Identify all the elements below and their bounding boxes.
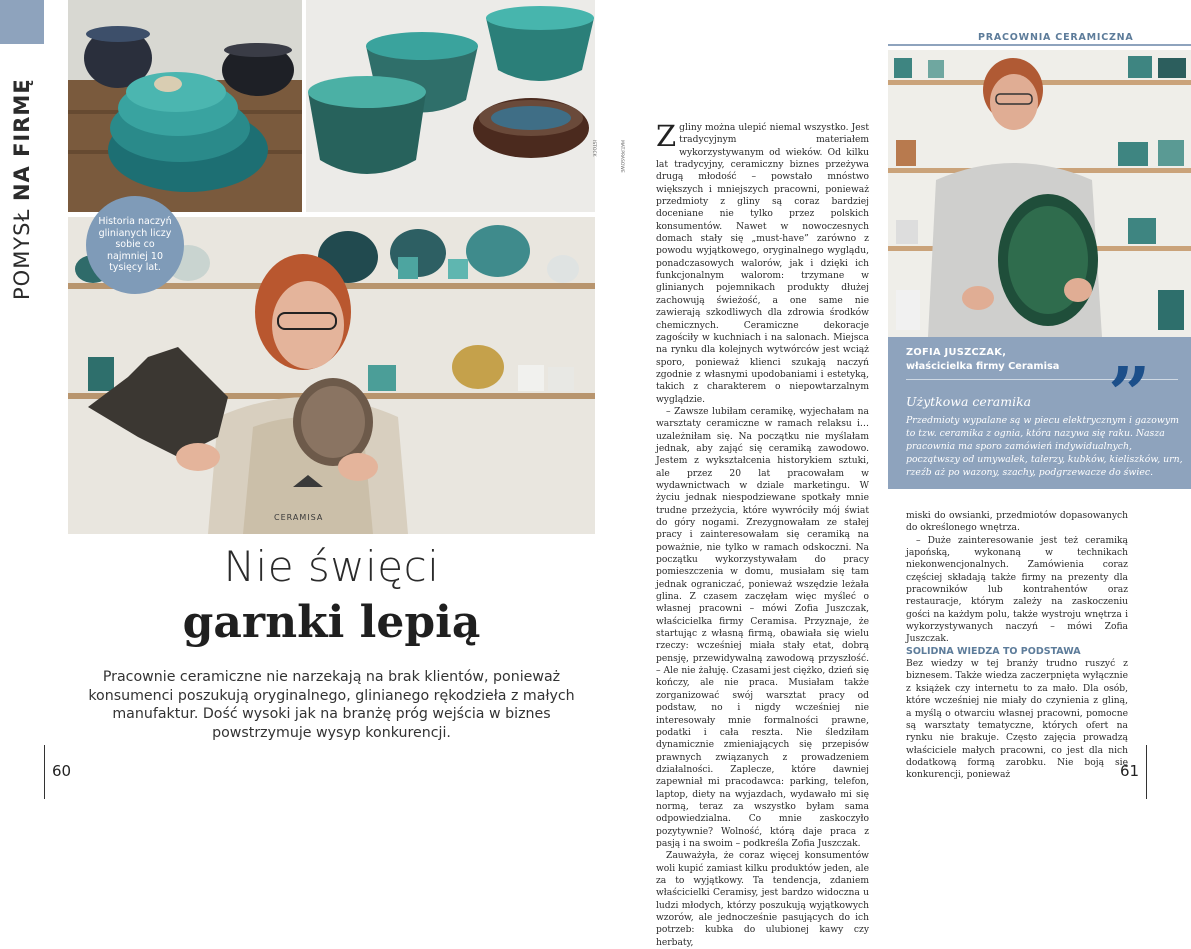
caption-role: właścicielka firmy Ceramisa: [906, 361, 1060, 372]
lead-paragraph: Pracownie ceramiczne nie narzekają na brak klientów, ponieważ konsumenci poszukują oryginalnego, glinianego rękodzieła z małych manufaktur. Dość wysoki jak na branżę próg wejścia w biznes powstrzymuje wysyp konkurencji.: [88, 669, 575, 741]
paragraph: miski do owsianki, przedmiotów dopasowanych do określonego wnętrza.: [906, 511, 1128, 534]
page-number-right: 61: [1120, 762, 1140, 780]
info-circle: [86, 196, 184, 294]
paragraph: Bez wiedzy w tej branży trudno ruszyć z biznesem. Także wiedza zaczerpnięta wyłącznie z książek czy internetu to za mało. Dla osób, które wcześniej nie miały do czynienia z gliną, a myślą o otwarciu własnej pracowni, pomocne są warsztaty tematyczne, których ofert na rynku nie brakuje. Często zajęcia prowadzą właściciele małych pracowni, co jest dla nich dodatkową formą zarobku. Nie boją się konkurencji, ponieważ: [906, 659, 1128, 781]
quote-text: Przedmioty wypalane są w piecu elektrycznym i gazowym to tzw. ceramika z ognia, która nazywa się raku. Nasza pracownia ma sporo zamówień indywidualnych, początwszy od umywalek, talerzy, kubków, kieliszków, urn, rzeźb aż po wazony, szachy, podgrzewacze do świec.: [906, 415, 1183, 478]
quote-mark-icon: ”: [1108, 352, 1151, 438]
headline-line2: garnki lepią: [182, 597, 481, 648]
article-column-1: [656, 119, 869, 949]
photo-credit-istock: ISTOCK: [591, 140, 596, 157]
photo-raku-bowls: [306, 0, 595, 212]
section-color-block: [0, 0, 44, 44]
quote-title: Użytkowa ceramika: [906, 394, 1032, 409]
section-label-light: POMYSŁ: [10, 201, 34, 300]
drop-cap: Z: [656, 119, 677, 153]
photo-turquoise-plates: [68, 0, 302, 212]
apron-logo-text: CERAMISA: [274, 513, 324, 522]
photo-credit-press: MAT.PRASOWE: [619, 140, 624, 173]
paragraph: – Zawsze lubiłam ceramikę, wyjechałam na warsztaty ceramiczne w ramach relaksu i… uzależniłam się. Na początku nie myślałam jednak, aby zająć się ceramiką zawodowo. Jestem z wykształcenia historykiem sztuki, ale przez 20 lat pracowałam w wydawnictwach w dziale marketingu. W życiu jednak niespodziewane spotkały mnie trudne przeżycia, które wywróciły mój świat do góry nogami. Zrezygnowałam ze stałej pracy i zainteresowałam się ceramiką na poważnie, nie tylko w ramach odskoczni. Na początku wykorzystywałam do pracy pomieszczenia w domu, musiałam się tam jednak ograniczać, ponieważ wszędzie leżała glina. Z czasem zaczęłam więc myśleć o własnej pracowni – mówi Zofia Juszczak, właścicielka firmy Ceramisa. Przyznaje, że startując z własną firmą, obawiała się wielu rzeczy: wcześniej miała stały etat, dobrą pensję, przewidywalną zawodową przyszłość. – Ale nie żałuję. Czasami jest ciężko, dzień się kończy, ale nie praca. Musiałam także zorganizować swój warsztat pracy od podstaw, no i nigdy wcześniej nie interesowały mnie formalności prawne, podatki i cała reszta. Nie śledziłam dynamicznie zmieniających się przepisów prawnych związanych z prowadzeniem działalności. Zaplecze, które dawniej zapewniał mi pracodawca: parking, telefon, laptop, diety na wyjazdach, wydawało mi się normą, teraz za wszystko byłam sama odpowiedzialna. Co mnie zaskoczyło pozytywnie? Wolność, którą daje praca z pasją i na swoim – podkreśla Zofia Juszczak.: [656, 406, 869, 849]
section-label-bold: NA FIRMĘ: [10, 78, 34, 202]
caption-name: ZOFIA JUSZCZAK,: [906, 347, 1007, 358]
paragraph: gliny można ulepić niemal wszystko. Jest tradycyjnym materiałem wykorzystywanym od wieków. Od kilku lat tradycyjny, ceramiczny biznes przeżywa drugą młodość – powstało mnóstwo większych i mniejszych pracowni, ponieważ przedmioty z gliny są coraz bardziej doceniane nie tylko przez polskich konsumentów. Nawet w nowoczesnych domach stały się „must-have” zarówno z powodu wyjątkowego, oryginalnego wyglądu, ponadczasowych walorów, jak i dzięki ich funkcjonalnym walorom: trzymane w glinianych pojemnikach produkty dłużej zachowują świeżość, a one same nie zawierają szkodliwych dla zdrowia środków chemicznych. Ceramiczne dekoracje zagościły w kuchniach i na salonach. Miejsca na rynku dla kolejnych wytwórców jest wciąż sporo, ponieważ klienci szukają naczyń zgodnie z własnymi upodobaniami i estetyką, takich z charakterem o niepowtarzalnym wyglądzie.: [656, 123, 869, 405]
photo-owner-portrait: [888, 50, 1191, 337]
info-circle-text: Historia naczyń glinianych liczy sobie co najmniej 10 tysięcy lat.: [98, 216, 172, 274]
subheading: SOLIDNA WIEDZA TO PODSTAWA: [906, 645, 1081, 657]
section-header: PRACOWNIA CERAMICZNA: [978, 32, 1134, 43]
paragraph: – Duże zainteresowanie jest też ceramiką japońską, wykonaną w technikach niekonwencjonalnych. Zamówienia coraz częściej składają także firmy na prezenty dla pracowników lub kontrahentów oraz restauracje, którym zależy na zaskoczeniu gości na każdym polu, także wystroju wnętrza i wykorzystywanych naczyń – mówi Zofia Juszczak.: [906, 535, 1128, 645]
section-header-rule: [888, 44, 1191, 46]
page-rule-right: [1146, 745, 1147, 799]
headline-line1: Nie święci: [223, 542, 440, 591]
paragraph: Zauważyła, że coraz więcej konsumentów woli kupić zamiast kilku produktów jeden, ale za to wyjątkowy. Ta tendencja, zdaniem właścicielki Ceramisy, jest bardzo widoczna u ludzi młodych, którzy poszukują wyjątkowych wzorów, ale jednocześnie pasujących do ich potrzeb: kubka do ulubionej kawy czy herbaty,: [656, 851, 869, 948]
section-label: [2, 60, 42, 300]
article-column-2: [906, 510, 1128, 782]
page-rule-left: [44, 745, 45, 799]
page-number-left: 60: [52, 762, 72, 780]
